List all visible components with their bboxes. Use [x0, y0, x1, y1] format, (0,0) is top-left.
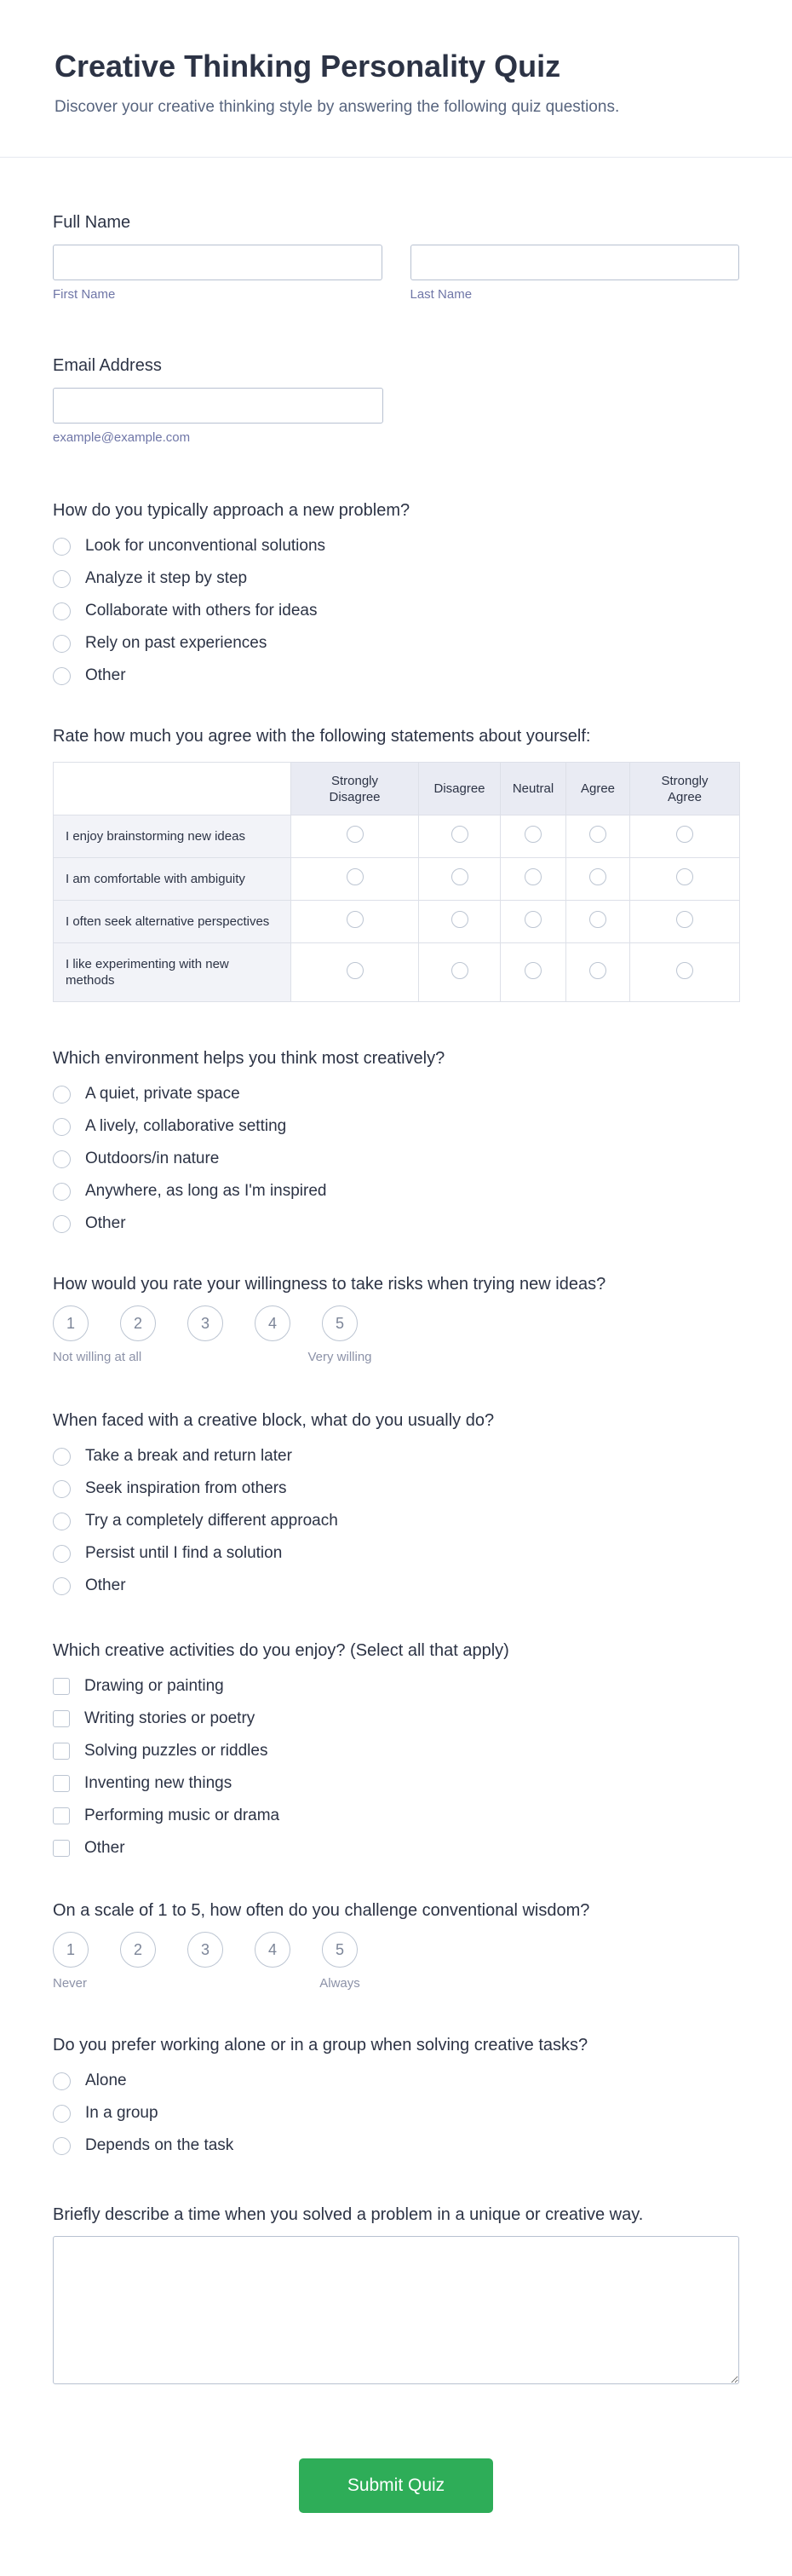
option-label: Solving puzzles or riddles — [84, 1742, 268, 1760]
question-agreement-matrix — [53, 726, 739, 1002]
full-name-label: Full Name — [53, 213, 131, 232]
radio-option[interactable] — [53, 595, 739, 627]
scale-option-1[interactable]: 1 — [53, 1305, 89, 1341]
matrix-column-header: Disagree — [419, 763, 501, 815]
radio-button-icon[interactable] — [53, 1118, 71, 1136]
radio-option[interactable] — [53, 660, 739, 692]
matrix-cell[interactable] — [291, 943, 419, 1002]
matrix-row — [54, 858, 740, 901]
matrix-cell[interactable] — [419, 858, 501, 901]
matrix-radio-icon[interactable] — [589, 911, 606, 928]
matrix-radio-icon[interactable] — [451, 911, 468, 928]
last-name-input[interactable] — [410, 245, 740, 280]
question-approach — [53, 500, 739, 692]
matrix-row-label: I like experimenting with new methods — [54, 943, 291, 1002]
submit-button[interactable]: Submit Quiz — [299, 2458, 493, 2513]
scale-option-5[interactable]: 5 — [322, 1932, 358, 1968]
matrix-radio-icon[interactable] — [589, 868, 606, 885]
first-name-sublabel: First Name — [53, 287, 116, 302]
matrix-row — [54, 815, 740, 858]
radio-option[interactable] — [53, 1505, 739, 1537]
email-label: Email Address — [53, 356, 162, 375]
option-label: Persist until I find a solution — [85, 1544, 283, 1562]
option-label: A lively, collaborative setting — [85, 1117, 287, 1135]
matrix-cell[interactable] — [291, 901, 419, 943]
matrix-cell[interactable] — [501, 858, 566, 901]
radio-option[interactable] — [53, 1472, 739, 1505]
matrix-radio-icon[interactable] — [676, 826, 693, 843]
email-input[interactable] — [53, 388, 383, 424]
radio-option[interactable] — [53, 1175, 739, 1207]
matrix-radio-icon[interactable] — [525, 826, 542, 843]
option-label: Other — [85, 1214, 126, 1232]
option-label: A quiet, private space — [85, 1085, 240, 1103]
scale-option-1[interactable]: 1 — [53, 1932, 89, 1968]
checkbox-option[interactable] — [53, 1703, 739, 1735]
matrix-row — [54, 901, 740, 943]
matrix-radio-icon[interactable] — [347, 868, 364, 885]
checkbox-option[interactable] — [53, 1735, 739, 1767]
scale-option-3[interactable]: 3 — [187, 1932, 223, 1968]
form-subtitle: Discover your creative thinking style by answering the following quiz questions. — [55, 98, 620, 116]
question-describe — [53, 2204, 739, 2389]
question-label: How do you typically approach a new problem? — [53, 501, 410, 520]
scale-max-label: Very willing — [307, 1350, 372, 1364]
option-label: Seek inspiration from others — [85, 1479, 287, 1497]
question-label: Which environment helps you think most creatively? — [53, 1049, 445, 1068]
scale-min-label: Never — [53, 1976, 88, 1991]
form-header — [0, 0, 792, 158]
question-label: When faced with a creative block, what do you usually do? — [53, 1411, 495, 1430]
radio-option[interactable] — [53, 1078, 739, 1110]
matrix-header-row — [54, 763, 740, 815]
radio-option[interactable] — [53, 562, 739, 595]
email-field — [53, 355, 739, 446]
radio-button-icon[interactable] — [53, 1150, 71, 1168]
matrix-cell[interactable] — [419, 815, 501, 858]
radio-button-icon[interactable] — [53, 2137, 71, 2155]
checkbox-icon[interactable] — [53, 1710, 70, 1727]
matrix-radio-icon[interactable] — [451, 826, 468, 843]
option-label: Outdoors/in nature — [85, 1150, 220, 1167]
checkbox-option[interactable] — [53, 1670, 739, 1703]
matrix-radio-icon[interactable] — [676, 962, 693, 979]
agreement-matrix-table — [53, 762, 740, 1002]
option-label: Collaborate with others for ideas — [85, 602, 318, 620]
radio-button-icon[interactable] — [53, 570, 71, 588]
matrix-cell[interactable] — [419, 943, 501, 1002]
matrix-radio-icon[interactable] — [525, 868, 542, 885]
matrix-cell[interactable] — [291, 858, 419, 901]
submit-row — [53, 2458, 739, 2513]
question-work-preference — [53, 2035, 739, 2162]
scale-option-2[interactable]: 2 — [120, 1932, 156, 1968]
matrix-cell[interactable] — [566, 943, 630, 1002]
option-label: In a group — [85, 2104, 158, 2122]
checkbox-option[interactable] — [53, 1800, 739, 1832]
describe-textarea[interactable] — [53, 2236, 739, 2384]
form-title: Creative Thinking Personality Quiz — [55, 49, 561, 84]
matrix-cell[interactable] — [566, 815, 630, 858]
form-body — [53, 158, 739, 2555]
email-sublabel: example@example.com — [53, 430, 191, 445]
option-label: Inventing new things — [84, 1774, 232, 1792]
radio-button-icon[interactable] — [53, 1183, 71, 1201]
checkbox-icon[interactable] — [53, 1743, 70, 1760]
radio-option[interactable] — [53, 1537, 739, 1570]
matrix-cell[interactable] — [291, 815, 419, 858]
full-name-field — [53, 212, 739, 303]
question-label: Do you prefer working alone or in a group when solving creative tasks? — [53, 2036, 588, 2054]
matrix-row — [54, 943, 740, 1002]
radio-option[interactable] — [53, 530, 739, 562]
question-label: On a scale of 1 to 5, how often do you challenge conventional wisdom? — [53, 1901, 590, 1920]
question-creative-block — [53, 1410, 739, 1602]
radio-button-icon[interactable] — [53, 1086, 71, 1104]
matrix-cell[interactable] — [501, 901, 566, 943]
matrix-row-label: I enjoy brainstorming new ideas — [54, 815, 291, 858]
matrix-corner-cell — [54, 763, 291, 815]
radio-option[interactable] — [53, 1207, 739, 1240]
option-label: Anywhere, as long as I'm inspired — [85, 1182, 327, 1200]
scale-option-3[interactable]: 3 — [187, 1305, 223, 1341]
wisdom-scale-widget — [53, 1932, 739, 1991]
option-label: Performing music or drama — [84, 1807, 280, 1824]
matrix-radio-icon[interactable] — [589, 962, 606, 979]
radio-button-icon[interactable] — [53, 2105, 71, 2123]
option-label: Take a break and return later — [85, 1447, 292, 1465]
radio-button-icon[interactable] — [53, 667, 71, 685]
matrix-cell[interactable] — [630, 815, 740, 858]
option-label: Other — [85, 1576, 126, 1594]
matrix-column-header: Strongly Agree — [630, 763, 740, 815]
matrix-row-label: I often seek alternative perspectives — [54, 901, 291, 943]
matrix-radio-icon[interactable] — [589, 826, 606, 843]
last-name-sublabel: Last Name — [410, 287, 473, 302]
matrix-radio-icon[interactable] — [525, 962, 542, 979]
matrix-radio-icon[interactable] — [347, 826, 364, 843]
option-label: Analyze it step by step — [85, 569, 248, 587]
matrix-cell[interactable] — [630, 943, 740, 1002]
question-label: Which creative activities do you enjoy? (Select all that apply) — [53, 1641, 509, 1660]
option-label: Writing stories or poetry — [84, 1709, 255, 1727]
radio-button-icon[interactable] — [53, 1577, 71, 1595]
risk-scale-widget — [53, 1305, 739, 1365]
scale-option-5[interactable]: 5 — [322, 1305, 358, 1341]
matrix-column-header: Agree — [566, 763, 630, 815]
radio-button-icon[interactable] — [53, 538, 71, 556]
question-label: Rate how much you agree with the following statements about yourself: — [53, 727, 591, 746]
option-label: Rely on past experiences — [85, 634, 267, 652]
option-label: Try a completely different approach — [85, 1512, 338, 1530]
question-wisdom-scale — [53, 1900, 739, 1991]
option-label: Other — [84, 1839, 125, 1857]
matrix-radio-icon[interactable] — [525, 911, 542, 928]
question-label: How would you rate your willingness to take risks when trying new ideas? — [53, 1275, 606, 1294]
radio-button-icon[interactable] — [53, 602, 71, 620]
checkbox-icon[interactable] — [53, 1840, 70, 1857]
radio-option[interactable] — [53, 1110, 739, 1143]
question-environment — [53, 1048, 739, 1240]
option-label: Other — [85, 666, 126, 684]
matrix-row-label: I am comfortable with ambiguity — [54, 858, 291, 901]
radio-button-icon[interactable] — [53, 635, 71, 653]
scale-option-2[interactable]: 2 — [120, 1305, 156, 1341]
matrix-radio-icon[interactable] — [451, 868, 468, 885]
checkbox-option[interactable] — [53, 1767, 739, 1800]
option-label: Drawing or painting — [84, 1677, 224, 1695]
scale-option-4[interactable]: 4 — [255, 1932, 290, 1968]
matrix-column-header: Neutral — [501, 763, 566, 815]
radio-button-icon[interactable] — [53, 1480, 71, 1498]
radio-option[interactable] — [53, 1143, 739, 1175]
matrix-cell[interactable] — [501, 815, 566, 858]
question-label: Briefly describe a time when you solved a problem in a unique or creative way. — [53, 2205, 644, 2224]
scale-option-4[interactable]: 4 — [255, 1305, 290, 1341]
matrix-cell[interactable] — [566, 901, 630, 943]
checkbox-option[interactable] — [53, 1832, 739, 1864]
matrix-cell[interactable] — [501, 943, 566, 1002]
matrix-radio-icon[interactable] — [347, 962, 364, 979]
matrix-radio-icon[interactable] — [347, 911, 364, 928]
radio-button-icon[interactable] — [53, 1215, 71, 1233]
matrix-cell[interactable] — [566, 858, 630, 901]
matrix-cell[interactable] — [630, 901, 740, 943]
radio-option[interactable] — [53, 2097, 739, 2129]
radio-button-icon[interactable] — [53, 1513, 71, 1530]
radio-option[interactable] — [53, 1440, 739, 1472]
scale-max-label: Always — [319, 1976, 360, 1991]
radio-button-icon[interactable] — [53, 1448, 71, 1466]
checkbox-icon[interactable] — [53, 1807, 70, 1824]
radio-option[interactable] — [53, 1570, 739, 1602]
scale-min-label: Not willing at all — [53, 1350, 142, 1364]
matrix-cell[interactable] — [630, 858, 740, 901]
radio-option[interactable] — [53, 627, 739, 660]
radio-option[interactable] — [53, 2129, 739, 2162]
first-name-input[interactable] — [53, 245, 382, 280]
checkbox-icon[interactable] — [53, 1775, 70, 1792]
matrix-radio-icon[interactable] — [676, 868, 693, 885]
option-label: Look for unconventional solutions — [85, 537, 326, 555]
matrix-column-header: Strongly Disagree — [291, 763, 419, 815]
checkbox-icon[interactable] — [53, 1678, 70, 1695]
radio-button-icon[interactable] — [53, 2072, 71, 2090]
question-activities — [53, 1640, 739, 1864]
option-label: Depends on the task — [85, 2136, 234, 2154]
radio-option[interactable] — [53, 2065, 739, 2097]
option-label: Alone — [85, 2072, 127, 2089]
matrix-cell[interactable] — [419, 901, 501, 943]
radio-button-icon[interactable] — [53, 1545, 71, 1563]
matrix-radio-icon[interactable] — [451, 962, 468, 979]
matrix-radio-icon[interactable] — [676, 911, 693, 928]
question-risk-scale — [53, 1274, 739, 1365]
